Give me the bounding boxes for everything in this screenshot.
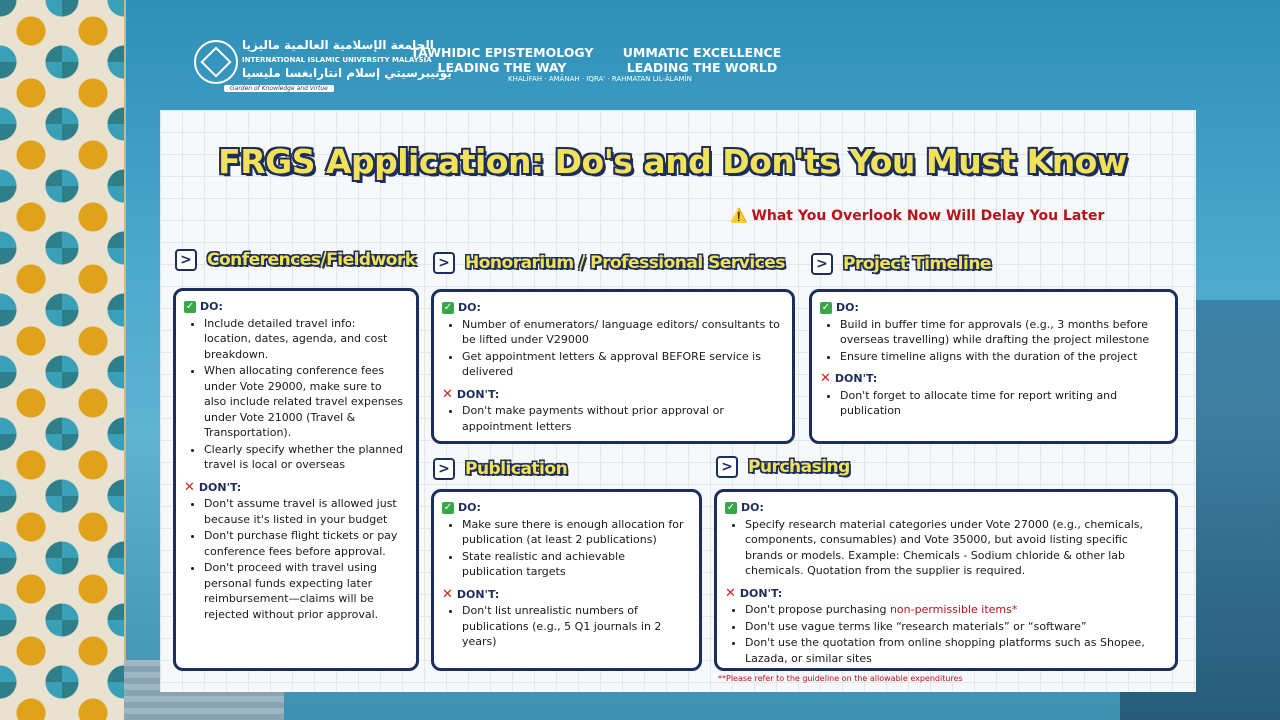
card-conferences [173,288,419,671]
do-list [820,317,1165,365]
subtitle-text: What You Overlook Now Will Delay You Later [751,208,1105,224]
check-icon: ✓ [821,302,831,313]
card-publication [431,489,702,671]
section-title-publication: Publication [465,459,568,479]
card-honorarium [431,289,795,444]
list-item: • Make sure there is enough allocation for publication (at least 2 publications) [462,517,689,548]
section-title-purchasing: Purchasing [748,457,850,477]
motto-right-line1: UMMATIC EXCELLENCE [622,45,782,60]
dont-label: ✕ DON'T: [442,586,500,602]
chevron-right-icon: > [811,253,833,275]
section-header-purchasing [716,453,850,481]
section-title-honorarium: Honorarium / Professional Services [465,253,785,273]
chevron-right-icon: > [175,249,197,271]
dont-list [820,388,1165,419]
check-icon: ✓ [185,301,195,312]
list-item: • Don't forget to allocate time for report writing and publication [840,388,1165,419]
list-item: • Get appointment letters & approval BEFORE service is delivered [462,349,782,380]
check-icon: ✓ [443,302,453,313]
logo-jawi-text: يونيبرسيتي إسلام انتارابغسا مليسيا [242,66,452,80]
list-item: • Don't make payments without prior approval or appointment letters [462,403,782,434]
section-header-conferences [175,246,416,274]
logo-emblem-icon [194,40,238,84]
dont-label: ✕ DON'T: [725,585,783,601]
chevron-right-icon: > [433,252,455,274]
list-item: • Don't assume travel is allowed just because it's listed in your budget [204,496,406,527]
logo-tagline: Garden of Knowledge and Virtue [224,85,334,92]
section-header-timeline [811,250,991,278]
list-item: • State realistic and achievable publication targets [462,549,689,580]
list-item: • Clearly specify whether the planned travel is local or overseas [204,442,406,473]
list-item: • Don't proceed with travel using personal funds expecting later reimbursement—claims will be rejected without prior approval. [204,560,406,622]
section-title-conferences: Conferences/Fieldwork [207,250,416,270]
check-icon: ✓ [726,502,736,513]
do-list [725,517,1165,579]
do-label: ✓ DO: [443,301,481,314]
motto-left-line1: TAWHIDIC EPISTEMOLOGY [410,45,594,60]
warning-icon: ⚠️ [730,208,748,224]
list-item: • Build in buffer time for approvals (e.g., 3 months before overseas travelling) while drafting the project milestone [840,317,1165,348]
card-timeline [809,289,1178,444]
dont-list [442,403,782,434]
do-list [442,517,689,580]
non-permissible-items-highlight: non-permissible items* [889,603,1018,616]
section-header-publication [433,455,567,483]
core-values: KHALĪFAH · AMĀNAH · IQRA' · RAHMATAN LIL-ĀLAMĪN [508,75,692,83]
logo-university-name: INTERNATIONAL ISLAMIC UNIVERSITY MALAYSIA [242,56,432,64]
list-item: • Don't list unrealistic numbers of publications (e.g., 5 Q1 journals in 2 years) [462,603,689,650]
cross-icon: ✕ [442,586,453,602]
chevron-right-icon: > [433,458,455,480]
motto-left-line2: LEADING THE WAY [437,60,567,75]
list-item: • Don't use the quotation from online shopping platforms such as Shopee, Lazada, or similar sites [745,635,1165,666]
cross-icon: ✕ [725,585,736,601]
islamic-pattern-border [0,0,126,720]
motto-ummatic [602,45,802,75]
card-purchasing [714,489,1178,671]
do-label: ✓ DO: [726,501,764,514]
list-item: • Include detailed travel info: location, dates, agenda, and cost breakdown. [204,316,406,363]
university-logo [192,36,452,98]
list-item: • Don't purchase flight tickets or pay conference fees before approval. [204,528,406,559]
cross-icon: ✕ [442,386,453,402]
section-title-timeline: Project Timeline [843,254,991,274]
do-list [442,317,782,380]
dont-list [725,602,1165,666]
list-item: • Ensure timeline aligns with the duration of the project [840,349,1165,365]
do-label: ✓ DO: [821,301,859,314]
list-item: • Number of enumerators/ language editors/ consultants to be lifted under V29000 [462,317,782,348]
list-item: • Don't propose purchasing non-permissible items* [745,602,1165,618]
list-item: • Specify research material categories under Vote 27000 (e.g., chemicals, components, consumables) and Vote 35000, but avoid listing specific brands or models. Example: Chemicals - Sodium chloride & other lab chemicals. Quotation from the supplier is required. [745,517,1165,579]
page-title: FRGS Application: Do's and Don'ts You Must Know [218,142,1127,181]
check-icon: ✓ [443,502,453,513]
dont-label: ✕ DON'T: [184,479,242,495]
cross-icon: ✕ [820,371,831,386]
section-header-honorarium [433,249,785,277]
motto-right-line2: LEADING THE WORLD [626,60,778,75]
list-item: • Don't use vague terms like “research materials” or “software” [745,619,1165,635]
list-item: • When allocating conference fees under Vote 29000, make sure to also include related travel expenses under Vote 21000 (Travel & Transportation). [204,363,406,441]
dont-list [442,603,689,650]
motto-tawhidic [402,45,602,75]
do-label: ✓ DO: [185,300,223,313]
dont-label: ✕ DON'T: [442,386,500,402]
subtitle [730,208,1104,224]
footnote: **Please refer to the guideline on the allowable expenditures [718,674,963,683]
chevron-right-icon: > [716,456,738,478]
do-label: ✓ DO: [443,501,481,514]
dont-list [184,496,406,622]
do-list [184,316,406,473]
logo-arabic-text: الجامعة الإسلامية العالمية ماليزيا [242,38,434,52]
dont-label: ✕ DON'T: [820,371,878,386]
cross-icon: ✕ [184,479,195,495]
